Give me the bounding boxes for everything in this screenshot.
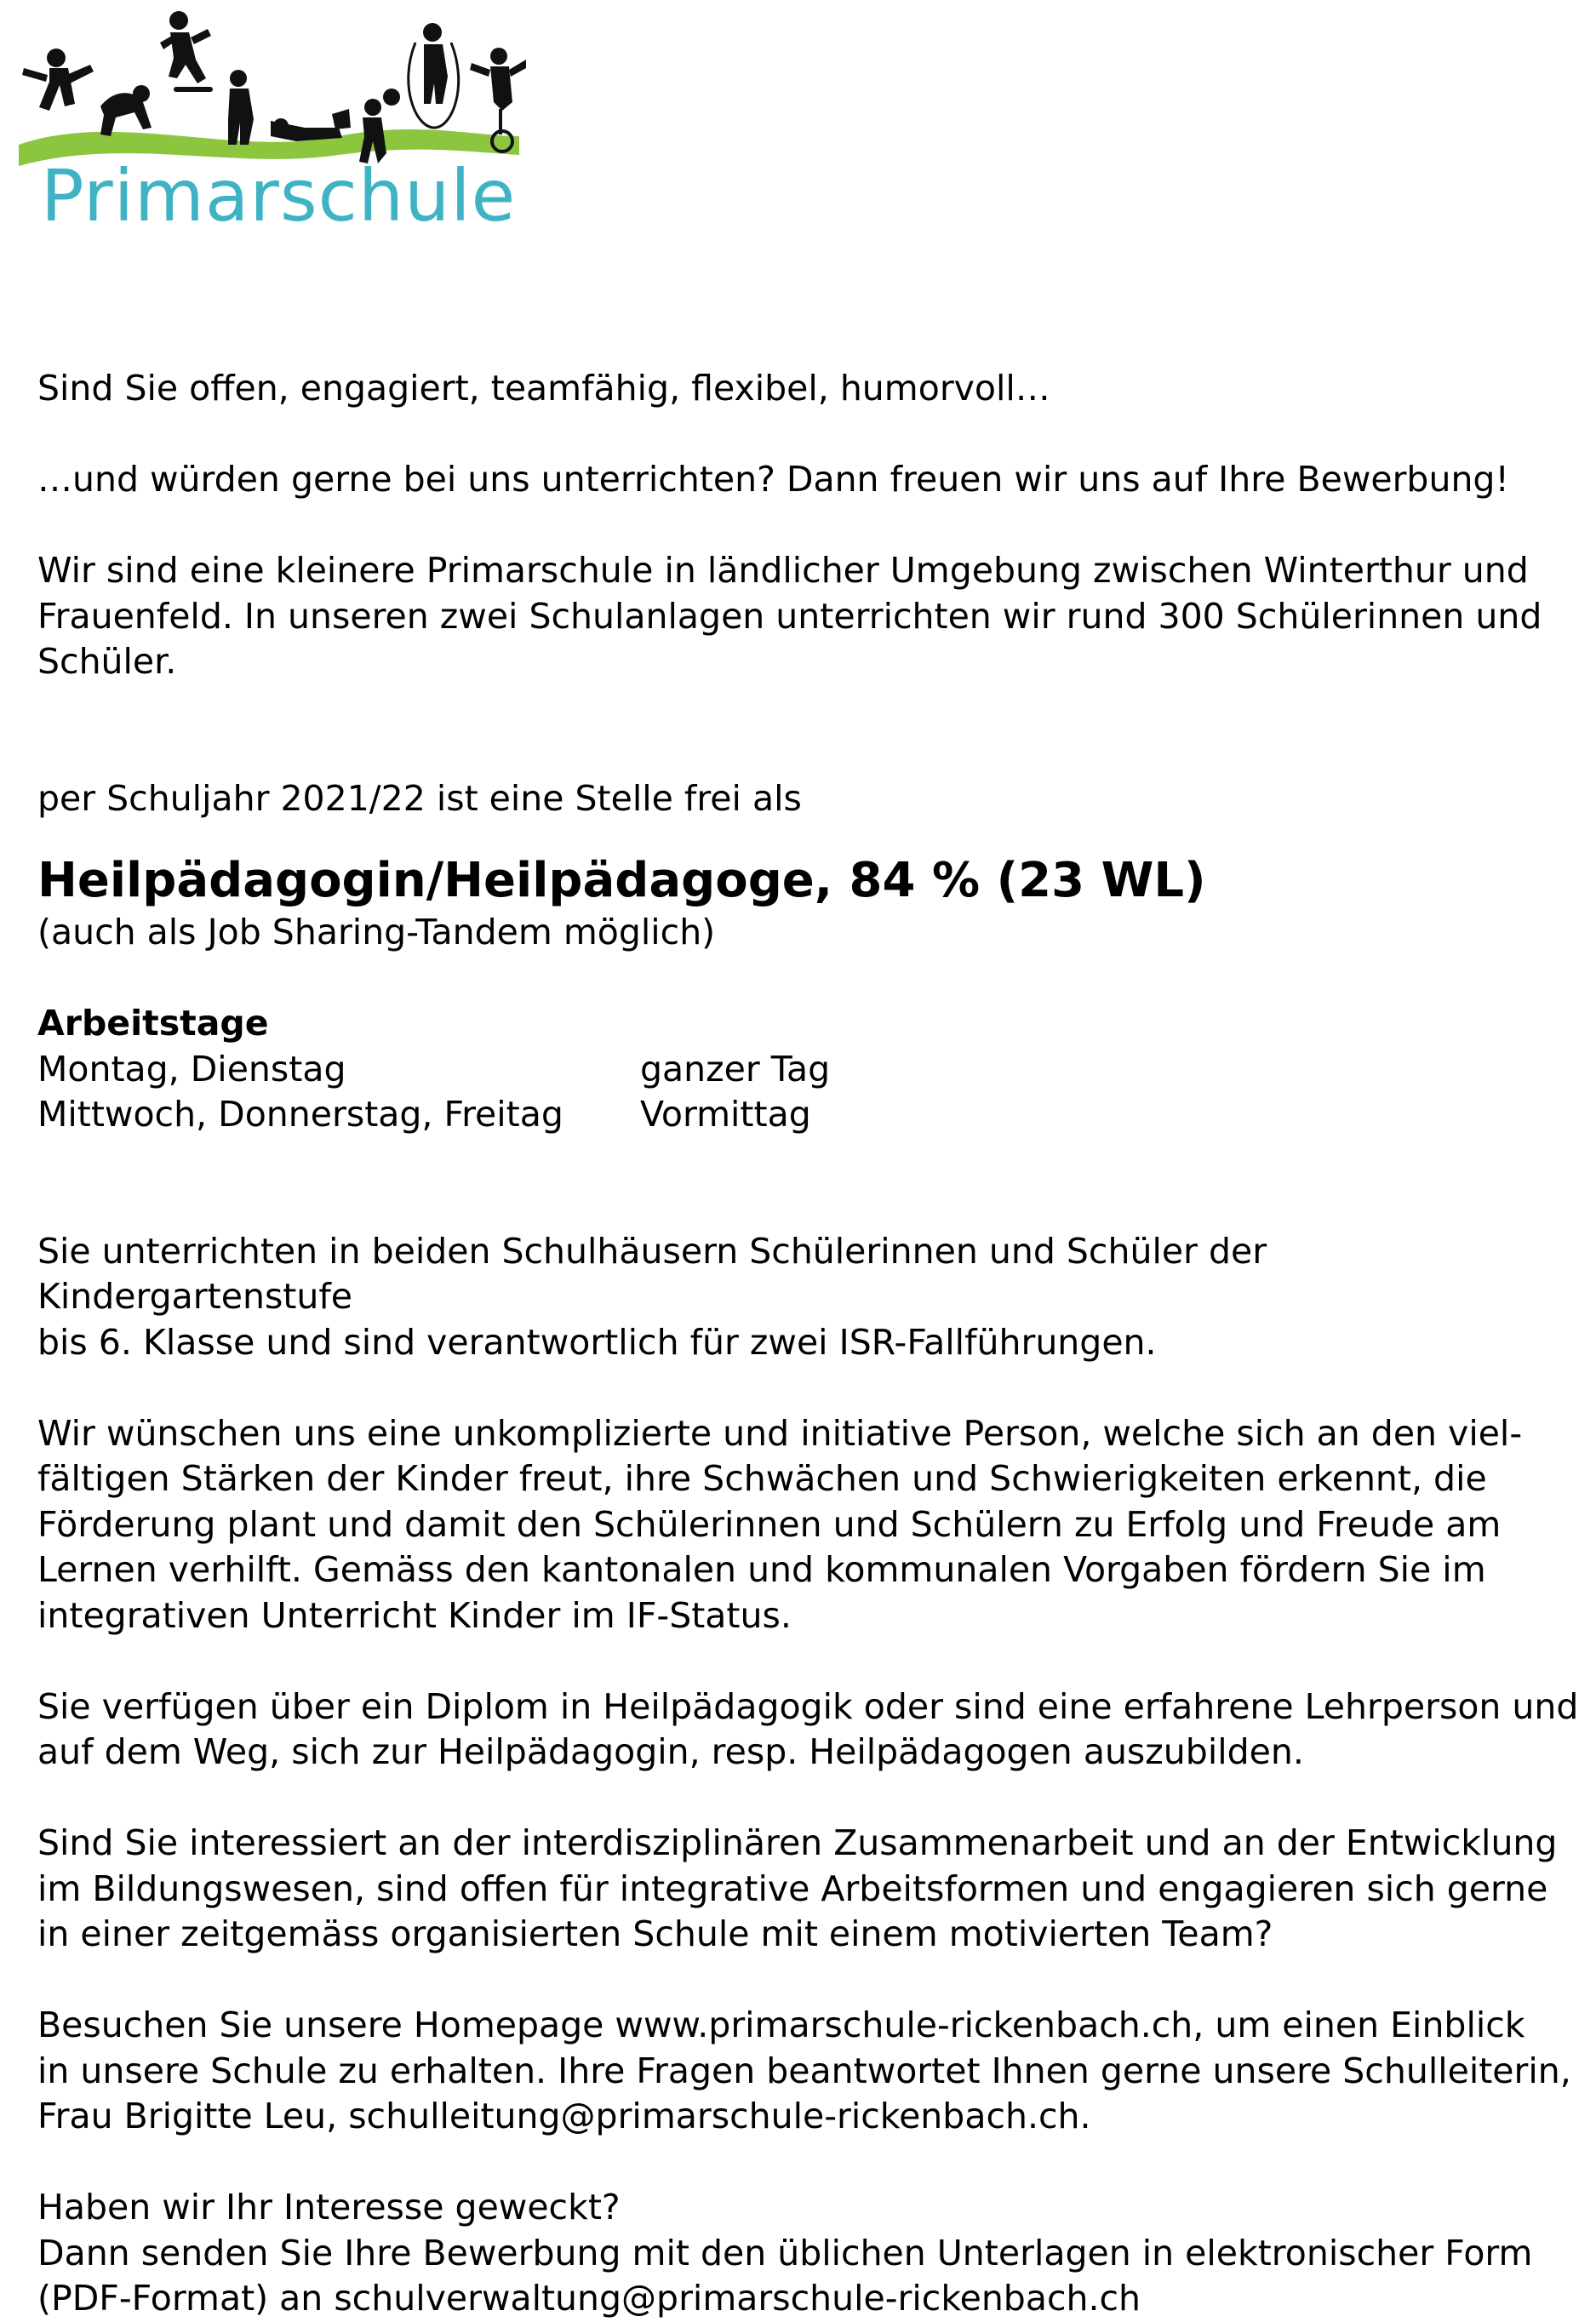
workdays-heading: Arbeitstage <box>37 1003 269 1044</box>
paragraph-4-line-3: in einer zeitgemäss organisierten Schule mit einem motivierten Team? <box>37 1913 1273 1954</box>
job-posting-body <box>37 366 1587 2322</box>
logo-wordmark: Primarschule <box>41 154 517 237</box>
position-intro: per Schuljahr 2021/22 ist eine Stelle frei als <box>37 777 802 819</box>
paragraph-3-line-1: Sie verfügen über ein Diplom in Heilpädagogik oder sind eine erfahrene Lehrperson und <box>37 1685 1579 1727</box>
paragraph-2-line-4: Lernen verhilft. Gemäss den kantonalen und kommunalen Vorgaben fördern Sie im <box>37 1549 1486 1590</box>
position-subtitle: (auch als Job Sharing-Tandem möglich) <box>37 912 716 952</box>
workdays-days: Montag, Dienstag <box>37 1048 346 1090</box>
paragraph-5-line-1: Besuchen Sie unsere Homepage www.primarschule-rickenbach.ch, um einen Einblick <box>37 2005 1525 2045</box>
paragraph-3-line-2: auf dem Weg, sich zur Heilpädagogin, resp. Heilpädagogen auszubilden. <box>37 1731 1304 1772</box>
workdays-row <box>37 1047 1587 1093</box>
workdays-time: ganzer Tag <box>640 1048 831 1090</box>
workdays-time: Vormittag <box>640 1094 811 1135</box>
children-silhouettes-icon <box>15 9 526 170</box>
paragraph-2-line-1: Wir wünschen uns eine unkomplizierte und initiative Person, welche sich an den viel- <box>37 1412 1523 1454</box>
paragraph-2-line-3: Förderung plant und damit den Schülerinnen und Schülern zu Erfolg und Freude am <box>37 1503 1502 1545</box>
paragraph-6-line-3: (PDF-Format) an schulverwaltung@primarschule-rickenbach.ch <box>37 2278 1141 2319</box>
workdays-days: Mittwoch, Donnerstag, Freitag <box>37 1094 563 1135</box>
paragraph-1-line-2: bis 6. Klasse und sind verantwortlich für zwei ISR-Fallführungen. <box>37 1321 1157 1363</box>
paragraph-6-line-1: Haben wir Ihr Interesse geweckt? <box>37 2187 621 2228</box>
paragraph-2-line-2: fältigen Stärken der Kinder freut, ihre Schwächen und Schwierigkeiten erkennt, die <box>37 1458 1487 1499</box>
intro-line-2: …und würden gerne bei uns unterrichten? Dann freuen wir uns auf Ihre Bewerbung! <box>37 459 1509 500</box>
school-logo <box>15 9 526 238</box>
paragraph-2-line-5: integrativen Unterricht Kinder im IF-Status. <box>37 1594 792 1636</box>
school-description-line-2: Frauenfeld. In unseren zwei Schulanlagen unterrichten wir rund 300 Schülerinnen und <box>37 595 1542 637</box>
paragraph-1-line-1: Sie unterrichten in beiden Schulhäusern Schülerinnen und Schüler der Kindergartenstufe <box>37 1230 1267 1317</box>
paragraph-5-line-3: Frau Brigitte Leu, schulleitung@primarschule-rickenbach.ch. <box>37 2096 1091 2136</box>
paragraph-6-line-2: Dann senden Sie Ihre Bewerbung mit den üblichen Unterlagen in elektronischer Form <box>37 2232 1533 2273</box>
paragraph-4-line-2: im Bildungswesen, sind offen für integrative Arbeitsformen und engagieren sich gerne <box>37 1867 1548 1909</box>
workdays-row <box>37 1092 1587 1138</box>
school-description-line-1: Wir sind eine kleinere Primarschule in ländlicher Umgebung zwischen Winterthur und <box>37 550 1529 591</box>
intro-line-1: Sind Sie offen, engagiert, teamfähig, flexibel, humorvoll… <box>37 368 1050 409</box>
paragraph-5-line-2: in unsere Schule zu erhalten. Ihre Fragen beantwortet Ihnen gerne unsere Schulleiterin, <box>37 2050 1571 2091</box>
school-description-line-3: Schüler. <box>37 641 177 682</box>
paragraph-4-line-1: Sind Sie interessiert an der interdisziplinären Zusammenarbeit und an der Entwicklung <box>37 1822 1558 1863</box>
position-title: Heilpädagogin/Heilpädagoge, 84 % (23 WL) <box>37 853 1206 908</box>
